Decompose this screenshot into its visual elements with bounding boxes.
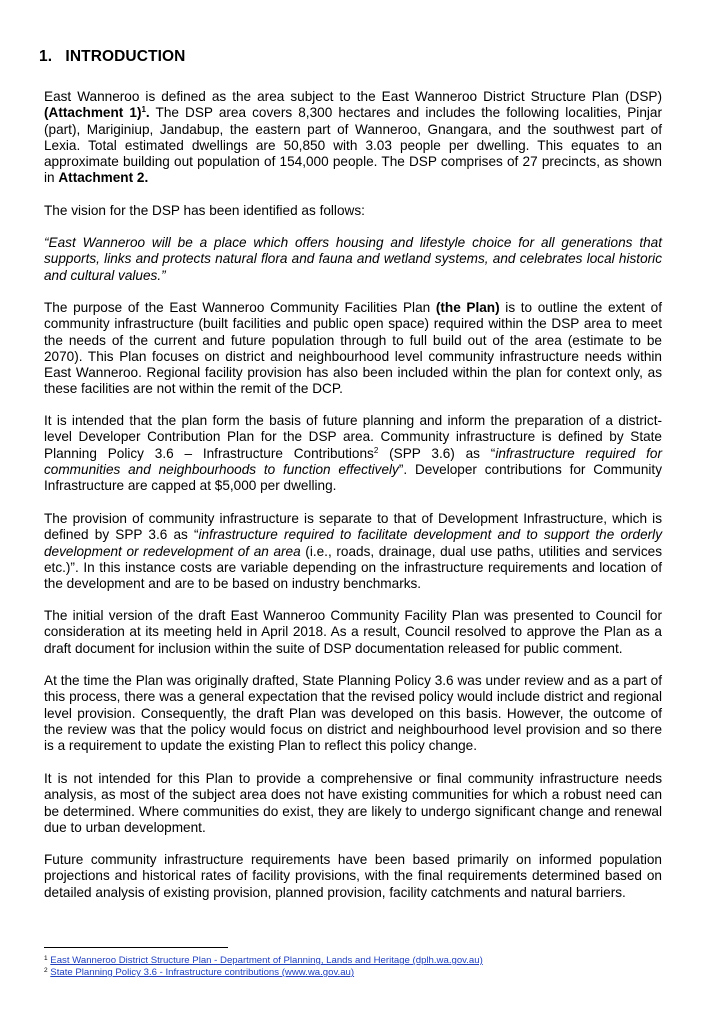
- footnote-marker-1: 1: [44, 955, 48, 962]
- paragraph-vision-intro: The vision for the DSP has been identified as follows:: [44, 203, 365, 218]
- p4-text-1: The purpose of the East Wanneroo Community Facilities Plan: [44, 300, 436, 315]
- p1-text-2: The DSP area covers 8,300 hectares and includes the following localities, Pinjar (part), Mariginiup, Jandabup, the eastern part of Wanneroo, Gnangara, and the southwest part of Lexia. Total estimated dwellings are 50,850 with 3.03 people per dwelling. This equates to an approximate building out population of 154,000 people. The DSP comprises of 27 precincts, as shown in: [44, 105, 662, 186]
- p4-bold-the-plan: (the Plan): [435, 300, 500, 315]
- paragraph-intended-basis: [44, 413, 662, 494]
- p6-text-2: (i.e., roads, drainage, dual use paths, utilities and services etc.)”. In this instance costs are variable depending on the infrastructure requirements and location of the development and are to be based on industry benchmarks.: [44, 543, 662, 592]
- paragraph-policy-review: At the time the Plan was originally drafted, State Planning Policy 3.6 was under review and as a part of this process, there was a general expectation that the revised policy would include district and regional level provision. Consequently, the draft Plan was developed on this basis. However, the outcome of the review was that the policy would focus on district and neighbourhood level provision and so there is a requirement to update the existing Plan to reflect this policy change.: [44, 673, 662, 754]
- footnote-divider: [44, 947, 228, 948]
- footnote-ref-1: 1: [141, 105, 146, 115]
- footnote-ref-2: 2: [373, 445, 379, 455]
- section-heading: [39, 48, 185, 66]
- p1-bold-attachment-1: (Attachment 1): [44, 105, 142, 121]
- p5-text-1: It is intended that the plan form the basis of future planning and inform the preparation of a district-level Developer Contribution Plan for the DSP area. Community infrastructure is defined by State Planning Policy 3.6 – Infrastructure Contributions: [44, 413, 662, 461]
- section-title: INTRODUCTION: [65, 48, 186, 65]
- p1-bold-period: .: [145, 105, 150, 121]
- p5-text-3: ”. Developer contributions for Community Infrastructure are capped at $5,000 per dwelling.: [44, 461, 662, 494]
- footnote-marker-2: 2: [44, 967, 48, 974]
- paragraph-vision-quote: [44, 235, 662, 284]
- paragraph-intro: [44, 89, 662, 187]
- footnote-2: [44, 967, 354, 978]
- vision-quote: “East Wanneroo will be a place which offers housing and lifestyle choice for all generations that supports, links and protects natural flora and fauna and wetland systems, and celebrates local historic and cultural values.”: [44, 235, 662, 283]
- paragraph-future-requirements: Future community infrastructure requirements have been based primarily on informed population projections and historical rates of facility provisions, with the final requirements determined based on detailed analysis of existing provision, planned provision, facility catchments and natural barriers.: [44, 852, 662, 900]
- p5-italic-definition: infrastructure required for communities and neighbourhoods to function effectively: [44, 445, 662, 477]
- p4-text-2: is to outline the extent of community infrastructure (built facilities and public open space) required within the DSP area to meet the needs of the current and future population through to full build out of the area (estimate to be 2070). This Plan focuses on district and neighbourhood level community infrastructure needs within East Wanneroo. Regional facility provision has also been included within the plan for context only, as these facilities are not within the remit of the DCP.: [44, 300, 663, 397]
- p1-bold-attachment-2: Attachment 2.: [58, 170, 149, 186]
- footnote-link-spp[interactable]: State Planning Policy 3.6 - Infrastructure contributions (www.wa.gov.au): [50, 967, 355, 978]
- footnote-link-dsp[interactable]: East Wanneroo District Structure Plan - Department of Planning, Lands and Heritage (dplh.wa.gov.au): [50, 955, 483, 966]
- p5-text-2: (SPP 3.6) as “: [378, 445, 496, 461]
- paragraph-initial-version: The initial version of the draft East Wanneroo Community Facility Plan was presented to Council for consideration at its meeting held in April 2018. As a result, Council resolved to approve the Plan as a draft document for inclusion within the suite of DSP documentation released for public comment.: [44, 608, 662, 656]
- paragraph-development-infrastructure: [44, 511, 662, 592]
- paragraph-not-intended: It is not intended for this Plan to provide a comprehensive or final community infrastructure needs analysis, as most of the subject area does not have existing communities for which a robust need can be determined. Where communities do exist, they are likely to undergo significant change and renewal due to urban development.: [44, 771, 662, 835]
- section-number: 1.: [39, 48, 53, 65]
- p6-italic-definition: infrastructure required to facilitate development and to support the orderly development or redevelopment of an area: [44, 527, 662, 559]
- p1-text-1: East Wanneroo is defined as the area subject to the East Wanneroo District Structure Plan (DSP): [44, 89, 662, 104]
- p6-text-1: The provision of community infrastructure is separate to that of Development Infrastructure, which is defined by SPP 3.6 as “: [44, 511, 662, 543]
- paragraph-purpose: [44, 300, 662, 398]
- footnote-1: [44, 955, 483, 966]
